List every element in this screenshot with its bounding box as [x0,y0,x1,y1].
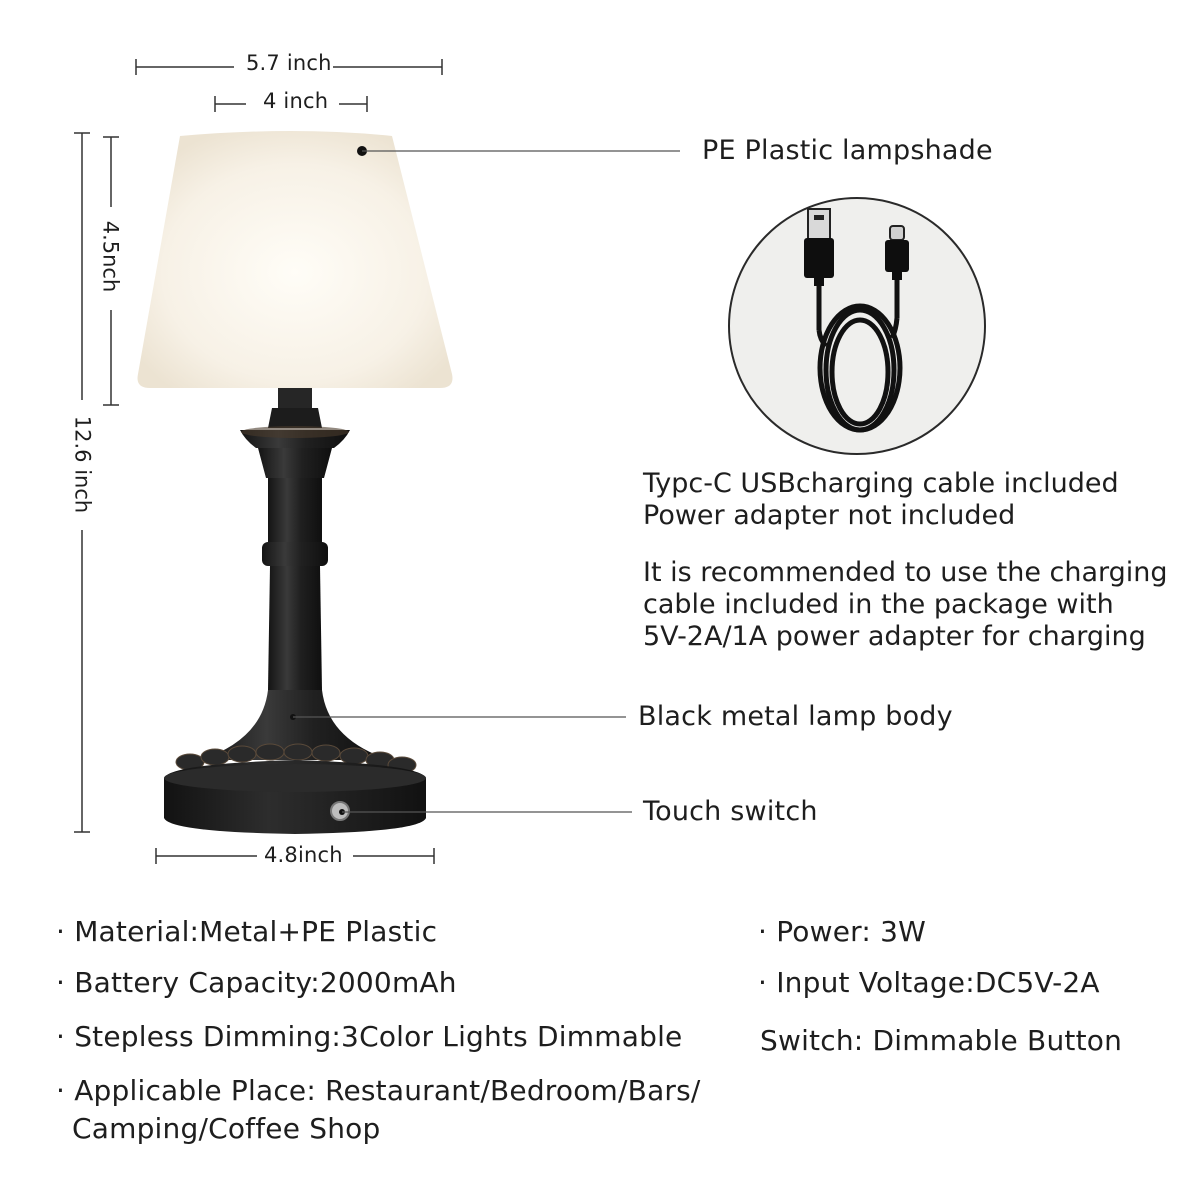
spec-battery: · Battery Capacity:2000mAh [56,966,457,999]
charging-cable-inset [729,198,985,454]
recommendation-line1: It is recommended to use the charging [643,557,1168,588]
dim-total-height-label: 12.6 inch [70,415,95,514]
callout-body-label: Black metal lamp body [638,701,953,732]
lamp-ring [262,542,328,566]
cable-note-line2: Power adapter not included [643,500,1016,531]
dim-shade-width-label: 4 inch [263,89,329,113]
dim-base-width-label: 4.8inch [264,843,343,867]
cable-note-line1: Typc-C USBcharging cable included [643,468,1119,499]
dim-shade-height-label: 4.5nch [98,220,123,293]
recommendation-note [643,557,1168,653]
lamp-collar [268,408,322,428]
spec-material: · Material:Metal+PE Plastic [56,915,438,948]
inset-circle [729,198,985,454]
callout-body-line [290,714,626,720]
callout-lampshade-line [357,146,680,156]
spec-place-line2: Camping/Coffee Shop [72,1112,381,1145]
spec-dimming: · Stepless Dimming:3Color Lights Dimmable [56,1020,683,1053]
spec-place-line1: · Applicable Place: Restaurant/Bedroom/Bars/ [56,1074,701,1107]
spec-switch: Switch: Dimmable Button [760,1024,1123,1057]
dim-top-width-label: 5.7 inch [246,51,332,75]
lampshade [138,131,453,388]
usb-a-plug-icon [804,209,834,286]
lamp-column-lower [268,566,322,690]
lamp-illustration [138,131,453,834]
callout-lampshade-label: PE Plastic lampshade [702,135,993,166]
recommendation-line2: cable included in the package with [643,589,1114,620]
recommendation-line3: 5V-2A/1A power adapter for charging [643,621,1146,652]
cable-note [643,468,1119,532]
callout-switch-label: Touch switch [643,796,818,827]
spec-power: · Power: 3W [758,915,926,948]
lamp-column-upper [268,478,322,544]
spec-voltage: · Input Voltage:DC5V-2A [758,966,1100,999]
